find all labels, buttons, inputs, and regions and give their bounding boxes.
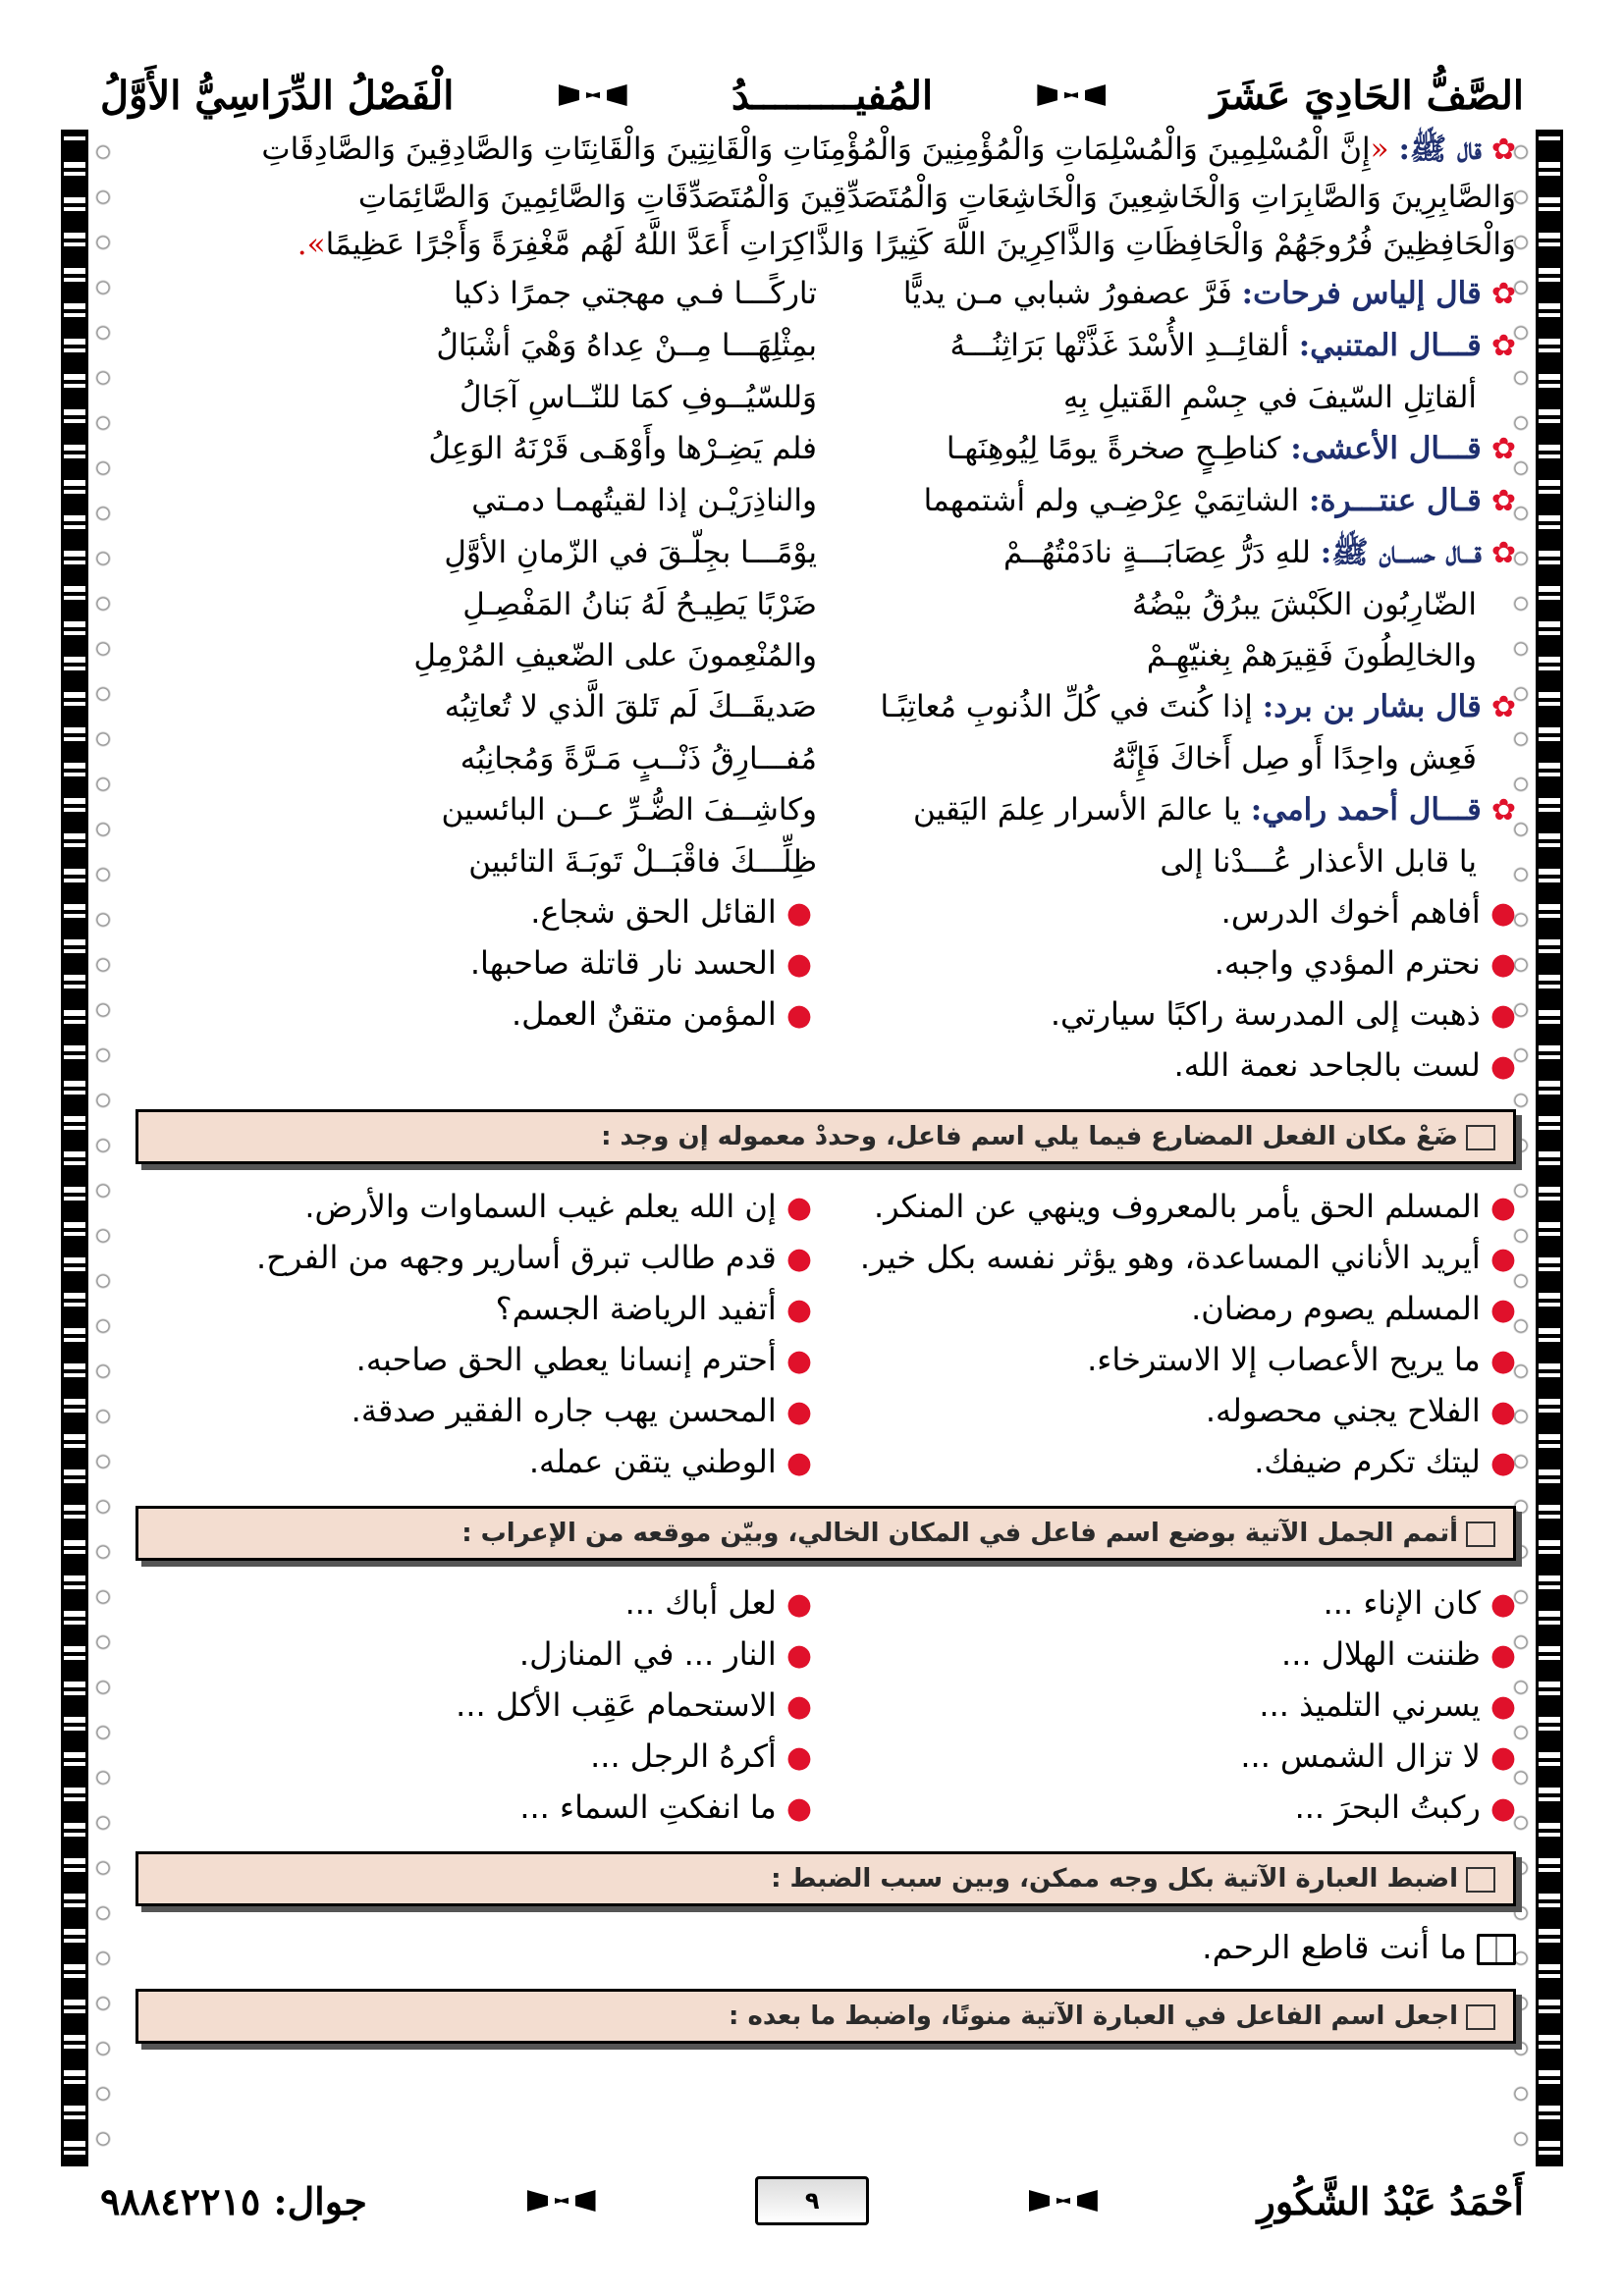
poem-right-hemistich — [827, 527, 1516, 579]
poem-row — [128, 733, 1516, 784]
sentence-text: ظننت الهلال ... — [1281, 1635, 1481, 1673]
footer-ornament — [1029, 2190, 1098, 2212]
poem-left-hemistich: صَديقَــكَ لَم تَلقَ الَّذي لا تُعاتِبُه — [444, 689, 817, 724]
sentence-text: المحسن يهب جاره الفقير صدقة. — [351, 1392, 777, 1429]
sentence-text: قدم طالب تبرق أسارير وجهه من الفرح. — [256, 1239, 777, 1276]
sentence-text: المؤمن متقنٌ العمل. — [511, 995, 777, 1033]
poem-right-hemistich — [827, 630, 1516, 681]
sentence-item — [128, 1629, 812, 1681]
sentence-text: لعل أباك ... — [624, 1584, 777, 1622]
sentence-text: القائل الحق شجاع. — [530, 893, 777, 931]
poem-row — [128, 681, 1516, 733]
sentence-item — [832, 1182, 1516, 1233]
bullet-icon: ✿ — [1490, 484, 1516, 518]
bullet-icon: ● — [1489, 1689, 1516, 1724]
verse-text: يا عالمَ الأسرار عِلمَ اليَقين — [913, 792, 1241, 828]
poem-left-hemistich: وَللسّيُــوفِ كمَا للنّــاسِ آجَالُ — [460, 380, 817, 415]
poem-row — [128, 268, 1516, 320]
bullet-icon: ● — [1489, 1587, 1516, 1622]
exercise-icon — [1466, 1867, 1495, 1893]
sentence-text: الفلاح يجني محصوله. — [1205, 1392, 1481, 1429]
exercise-icon — [1466, 2004, 1495, 2030]
sentence-item — [832, 1233, 1516, 1284]
bullet-icon: ● — [785, 1344, 812, 1378]
poem-left-hemistich: فلم يَضِـرْها وأَوْهَـى قَرْنَهُ الوَعِلُ — [428, 431, 817, 466]
poetry-list — [128, 268, 1516, 887]
verse-text: فَرَّ عصفورُ شبابي مـن يديًّا — [902, 276, 1232, 311]
poem-right-hemistich — [827, 579, 1516, 630]
sentence-item — [832, 1578, 1516, 1629]
verse-text: فَعِش واحِدًا أَو صِل أَخاكَ فَإِنَّهُ — [1111, 741, 1477, 776]
bullet-icon: ✿ — [1490, 432, 1516, 466]
page-header — [61, 61, 1563, 130]
sentence-text: ليتك تكرم ضيفك. — [1254, 1443, 1481, 1480]
sentences-section-2 — [128, 1182, 1516, 1488]
sentence-text: النار ... في المنازل. — [518, 1635, 777, 1673]
sentence-text: لست بالجاحد نعمة الله. — [1173, 1046, 1481, 1084]
page-number: ٩ — [755, 2176, 869, 2225]
sentence-item — [832, 1783, 1516, 1834]
page-footer — [61, 2166, 1563, 2235]
poet-name: قـــال أحمد رامي: — [1250, 792, 1482, 828]
poem-row — [128, 372, 1516, 423]
bullet-icon: ● — [1489, 1395, 1516, 1429]
poem-row — [128, 423, 1516, 475]
bullet-icon: ● — [1489, 998, 1516, 1033]
poem-row — [128, 630, 1516, 681]
sentence-item — [128, 938, 812, 989]
poet-name: قـــال المتنبي: — [1298, 328, 1482, 363]
sentence-text: أحترم إنسانا يعطي الحق صاحبه. — [355, 1341, 777, 1378]
bullet-icon: ● — [785, 1740, 812, 1775]
sentences-section-3 — [128, 1578, 1516, 1834]
book-icon — [1477, 1934, 1516, 1965]
right-border — [1536, 130, 1563, 2166]
sentence-item — [128, 1578, 812, 1629]
phone-number: جوال: ٩٨٨٤٢٢١٥ — [100, 2178, 367, 2223]
poem-left-hemistich: ضَرْبًا يَطِيـحُ لَهُ بَنانُ المَفْصِـلِ — [462, 587, 817, 622]
verse-text: للهِ دَرُّ عِصَابَـــةٍ نادَمْتُهُــمْ — [1003, 535, 1311, 570]
poet-name: قـال عنتـــرة: — [1308, 483, 1482, 518]
verse-text: الشاتِمَيْ عِرْضِـي ولم أشتمهما — [923, 483, 1300, 518]
bullet-icon: ● — [1489, 1740, 1516, 1775]
bullet-icon: ● — [1489, 1344, 1516, 1378]
sentence-item — [128, 1182, 812, 1233]
sentence-text: الحسد نار قاتلة صاحبها. — [469, 944, 777, 982]
author-name: أَحْمَدُ عَبْدُ الشَّكُورِ — [1257, 2178, 1524, 2223]
sentence-item — [128, 1783, 812, 1834]
sentence-item — [832, 1041, 1516, 1092]
exercise-icon — [1466, 1125, 1495, 1150]
poem-right-hemistich — [827, 733, 1516, 784]
exercise-box-1: ضَعْ مكان الفعل المضارع فيما يلي اسم فاعل، وحددْ معموله إن وجد : — [135, 1109, 1516, 1164]
poem-left-hemistich: والناذِرَيْـن إذا لقيتُهمـا دمـتي — [471, 483, 817, 518]
verse-text: الضّارِبُون الكَبْشَ يبرُقُ بيْضُهُ — [1131, 587, 1477, 622]
sentence-text: الاستحمام عَقِب الأكل ... — [456, 1686, 777, 1724]
sentence-text: إن الله يعلم غيب السماوات والأرض. — [304, 1188, 777, 1225]
bullet-icon: ● — [785, 1395, 812, 1429]
bullet-icon: ● — [785, 1191, 812, 1225]
term-title: الْفَصْلُ الدِّرَاسِيُّ الأَوَّلُ — [100, 72, 455, 119]
bullet-icon: ✿ — [1490, 793, 1516, 828]
poem-left-hemistich: بمِثْلِهَـــا مِــنْ عِداهُ وَهْيَ أشْبَالُ — [436, 328, 817, 363]
bullet-icon: ✿ — [1490, 329, 1516, 363]
sentence-item — [128, 1386, 812, 1437]
verse-text: يا قابل الأعذار عُـــدْنا إلى — [1160, 844, 1477, 880]
book-title: المُفيـــــــــدُ — [731, 72, 934, 119]
verse-text: إذا كُنتَ في كُلِّ الذُنوبِ مُعاتِبًـا — [880, 689, 1253, 724]
bullet-icon: ● — [1489, 947, 1516, 982]
sentence-text: المسلم الحق يأمر بالمعروف وينهي عن المنكر. — [873, 1188, 1481, 1225]
bullet-icon: ● — [785, 1242, 812, 1276]
sentence-text: ذهبت إلى المدرسة راكبًا سيارتي. — [1050, 995, 1481, 1033]
sentence-text: ركبتُ البحرَ ... — [1294, 1789, 1481, 1826]
poem-right-hemistich — [827, 423, 1516, 475]
poem-left-hemistich: والمُنْعِمونَ على الضّعيفِ المُرْمِلِ — [413, 638, 817, 673]
left-border — [61, 130, 88, 2166]
bullet-icon: ● — [1489, 1446, 1516, 1480]
bullet-icon: ● — [1489, 1638, 1516, 1673]
poet-name: قـــال الأعشى: — [1290, 431, 1482, 466]
poet-name: قـــال حســـان ﷺ: — [1320, 535, 1482, 570]
sentence-item — [832, 1629, 1516, 1681]
bullet-icon: ● — [785, 947, 812, 982]
sentence-item — [832, 989, 1516, 1041]
footer-ornament — [527, 2190, 596, 2212]
bullet-icon: ● — [1489, 1791, 1516, 1826]
sentence-item — [832, 1437, 1516, 1488]
exercise-box-2: أتمم الجمل الآتية بوضع اسم فاعل في المكان الخالي، وبيّن موقعه من الإعراب : — [135, 1506, 1516, 1561]
sentence-item — [128, 1681, 812, 1732]
poem-right-hemistich — [827, 320, 1516, 372]
poet-name: قال إلياس فرحات: — [1241, 276, 1482, 311]
phrase-line: ما أنت قاطع الرحم. — [128, 1924, 1516, 1971]
poem-right-hemistich — [827, 372, 1516, 423]
grade-title: الصَّفُّ الحَادِيَ عَشَرَ — [1210, 72, 1524, 119]
sentence-text: أكرهُ الرجل ... — [590, 1737, 777, 1775]
exercise-box-3: اضبط العبارة الآتية بكل وجه ممكن، وبين سبب الضبط : — [135, 1851, 1516, 1906]
bullet-icon: ● — [785, 1791, 812, 1826]
verse-text: ألقائِــدِ الأُسْدَ غَذَّتْها بَرَاثِنُـــهُ — [949, 328, 1289, 363]
sentence-text: الوطني يتقن عمله. — [528, 1443, 777, 1480]
poem-right-hemistich — [827, 784, 1516, 836]
bullet-icon: ● — [1489, 1293, 1516, 1327]
sentence-text: نحترم المؤدي واجبه. — [1214, 944, 1481, 982]
sentence-text: أيريد الأناني المساعدة، وهو يؤثر نفسه بكل خير. — [859, 1239, 1481, 1276]
bullet-icon: ● — [1489, 1242, 1516, 1276]
sentence-text: ما يريح الأعصاب إلا الاسترخاء. — [1087, 1341, 1481, 1378]
bullet-icon: ● — [785, 896, 812, 931]
poem-row — [128, 784, 1516, 836]
sentence-item — [832, 1284, 1516, 1335]
bullet-icon: ● — [1489, 896, 1516, 931]
poem-row — [128, 475, 1516, 527]
poet-name: قال بشار بن برد: — [1262, 689, 1482, 724]
sentence-item — [832, 1386, 1516, 1437]
poem-row — [128, 320, 1516, 372]
sentence-text: لا تزال الشمس ... — [1240, 1737, 1481, 1775]
sentence-text: المسلم يصوم رمضان. — [1191, 1290, 1481, 1327]
sentence-text: كان الإناء ... — [1323, 1584, 1481, 1622]
left-ornament — [92, 130, 114, 2166]
exercise-icon — [1466, 1522, 1495, 1547]
sentence-item — [128, 1732, 812, 1783]
sentence-item — [128, 1335, 812, 1386]
sentence-item — [832, 1681, 1516, 1732]
poem-row — [128, 527, 1516, 579]
sentence-item — [128, 887, 812, 938]
bullet-icon: ● — [785, 1446, 812, 1480]
poem-left-hemistich: تاركًـــا فـي مهجتي جمرًا ذكيا — [454, 276, 817, 311]
poem-right-hemistich — [827, 475, 1516, 527]
verse-text: ألقاتِلِ السّيفَ في جِسْمِ القَتيلِ بِهِ — [1063, 380, 1477, 415]
header-ornament — [559, 84, 627, 106]
poem-right-hemistich — [827, 836, 1516, 887]
sentence-item — [832, 1335, 1516, 1386]
poem-row — [128, 836, 1516, 887]
poem-right-hemistich — [827, 268, 1516, 320]
bullet-icon: ● — [1489, 1049, 1516, 1084]
poem-right-hemistich — [827, 681, 1516, 733]
sentence-item — [128, 1233, 812, 1284]
sentence-text: يسرني التلميذ ... — [1259, 1686, 1481, 1724]
exercise-box-4: اجعل اسم الفاعل في العبارة الآتية منونًا، واضبط ما بعده : — [135, 1989, 1516, 2044]
poem-left-hemistich: يوْمًـــا بجِلّـقَ في الزّمانِ الأوَّلِ — [444, 535, 817, 570]
sentence-item — [128, 1437, 812, 1488]
bullet-icon: ✿ — [1490, 277, 1516, 311]
bullet-icon: ● — [785, 1689, 812, 1724]
sentences-section-1 — [128, 887, 1516, 1092]
bullet-icon: ● — [1489, 1191, 1516, 1225]
verse-text: كناطِـحٍ صخرةً يومًا لِيُوهِنَهـا — [946, 431, 1281, 466]
poem-row — [128, 579, 1516, 630]
header-ornament — [1037, 84, 1106, 106]
bullet-icon: ✿ — [1490, 536, 1516, 570]
sentence-item — [832, 1732, 1516, 1783]
bullet-icon: ✿ — [1490, 690, 1516, 724]
sentence-item — [832, 887, 1516, 938]
poem-left-hemistich: ظِلِّـــكَ فاقْبَــلْ تَوبَـةَ التائبين — [468, 844, 817, 880]
bullet-icon: ● — [785, 998, 812, 1033]
sentence-item — [832, 938, 1516, 989]
bullet-icon: ● — [785, 1638, 812, 1673]
sentence-text: أتفيد الرياضة الجسم؟ — [495, 1290, 777, 1327]
poem-left-hemistich: مُفـــارِقُ ذَنْــبٍ مَـرَّةً وَمُجانِبُه — [460, 741, 817, 776]
poem-left-hemistich: وكاشِــفَ الضُّـرِّ عــن البائسين — [441, 792, 817, 828]
bullet-icon: ● — [785, 1587, 812, 1622]
sentence-text: ما انفكتِ السماء ... — [519, 1789, 777, 1826]
bullet-icon: ✿ — [1490, 133, 1516, 167]
page-content — [128, 126, 1516, 2061]
quran-verse: ✿قال ﷺ: «إِنَّ الْمُسْلِمِينَ وَالْمُسْلِمَاتِ وَالْمُؤْمِنِينَ وَالْمُؤْمِنَاتِ وَالْقَانِتِينَ وَالْقَانِتَاتِ وَالصَّادِقِينَ وَالصَّادِقَاتِ وَالصَّابِرِينَ وَالصَّابِرَاتِ وَالْخَاشِعِينَ وَالْخَاشِعَاتِ وَالْمُتَصَدِّقِينَ وَالْمُتَصَدِّقَاتِ وَالصَّائِمِينَ وَالصَّائِمَاتِ وَالْحَافِظِينَ فُرُوجَهُمْ وَالْحَافِظَاتِ وَالذَّاكِرِينَ اللَّهَ كَثِيرًا وَالذَّاكِرَاتِ أَعَدَّ اللَّهُ لَهُم مَّغْفِرَةً وَأَجْرًا عَظِيمًا». — [261, 132, 1516, 262]
bullet-icon: ● — [785, 1293, 812, 1327]
sentence-text: أفاهم أخوك الدرس. — [1220, 893, 1481, 931]
sentence-item — [128, 1284, 812, 1335]
verse-text: والخالِطُونَ فَقِيرَهمْ بِغنيّهِـمْ — [1146, 638, 1477, 673]
sentence-item — [128, 989, 812, 1041]
